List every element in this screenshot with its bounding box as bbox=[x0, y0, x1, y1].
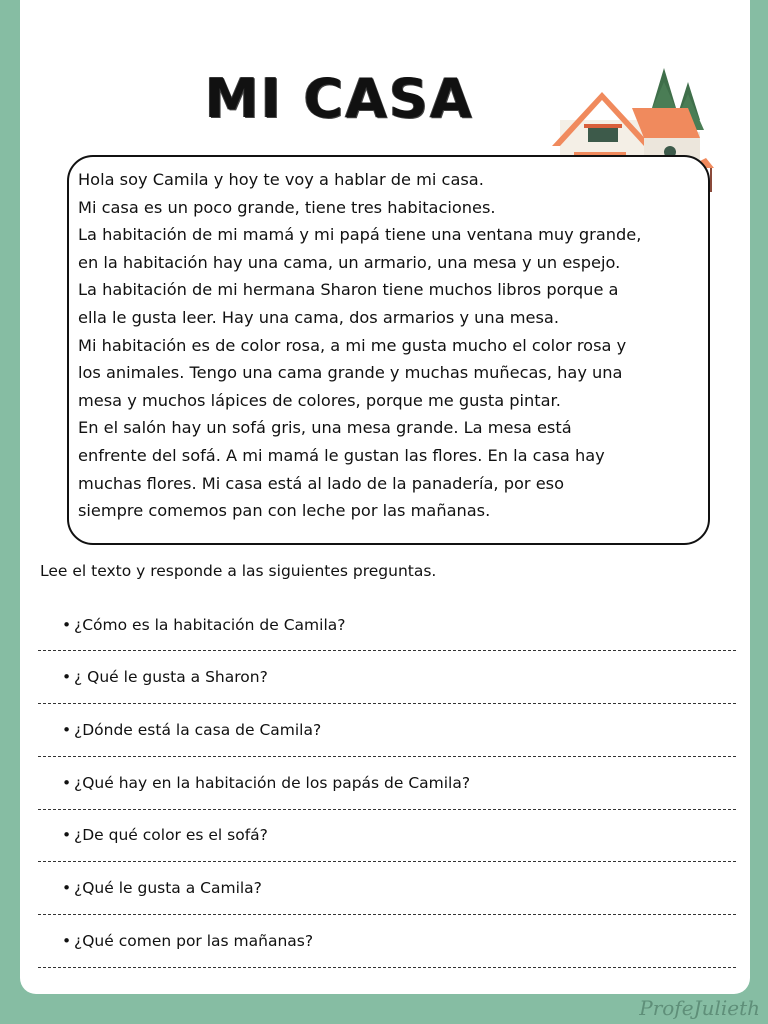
answer-line[interactable] bbox=[38, 914, 736, 915]
story-line: Mi casa es un poco grande, tiene tres habitaciones. bbox=[78, 197, 496, 217]
question-text: ¿Cómo es la habitación de Camila? bbox=[74, 616, 346, 634]
story-line: mesa y muchos lápices de colores, porque me gusta pintar. bbox=[78, 390, 561, 410]
question-item bbox=[62, 879, 262, 897]
bullet-icon: • bbox=[62, 668, 72, 686]
story-line: Mi habitación es de color rosa, a mi me gusta mucho el color rosa y bbox=[78, 335, 627, 355]
answer-line[interactable] bbox=[38, 809, 736, 810]
question-item bbox=[62, 668, 268, 686]
answer-line[interactable] bbox=[38, 861, 736, 862]
question-text: ¿Dónde está la casa de Camila? bbox=[74, 721, 322, 739]
question-item bbox=[62, 932, 313, 950]
question-item bbox=[62, 826, 268, 844]
story-line: La habitación de mi hermana Sharon tiene muchos libros porque a bbox=[78, 280, 619, 300]
author-signature: ProfeJulieth bbox=[639, 996, 760, 1020]
bullet-icon: • bbox=[62, 879, 72, 897]
story-line: En el salón hay un sofá gris, una mesa grande. La mesa está bbox=[78, 418, 572, 438]
story-line: Hola soy Camila y hoy te voy a hablar de mi casa. bbox=[78, 170, 484, 189]
story-line: siempre comemos pan con leche por las mañanas. bbox=[78, 501, 491, 521]
bullet-icon: • bbox=[62, 826, 72, 844]
answer-line[interactable] bbox=[38, 967, 736, 968]
question-text: ¿Qué le gusta a Camila? bbox=[74, 879, 262, 897]
story-line: ella le gusta leer. Hay una cama, dos armarios y una mesa. bbox=[78, 307, 559, 327]
bullet-icon: • bbox=[62, 616, 72, 634]
bullet-icon: • bbox=[62, 721, 72, 739]
story-line: enfrente del sofá. A mi mamá le gustan las flores. En la casa hay bbox=[78, 445, 605, 465]
bullet-icon: • bbox=[62, 932, 72, 950]
story-line: en la habitación hay una cama, un armario, una mesa y un espejo. bbox=[78, 252, 621, 272]
question-text: ¿ Qué le gusta a Sharon? bbox=[74, 668, 268, 686]
bullet-icon: • bbox=[62, 774, 72, 792]
page-title: MI CASA bbox=[205, 67, 474, 130]
question-text: ¿Qué hay en la habitación de los papás de Camila? bbox=[74, 774, 471, 792]
story-line: muchas flores. Mi casa está al lado de la panadería, por eso bbox=[78, 473, 564, 493]
answer-line[interactable] bbox=[38, 756, 736, 757]
instructions-text: Lee el texto y responde a las siguientes preguntas. bbox=[40, 562, 437, 580]
question-item bbox=[62, 721, 321, 739]
question-text: ¿De qué color es el sofá? bbox=[74, 826, 268, 844]
story-line: La habitación de mi mamá y mi papá tiene una ventana muy grande, bbox=[78, 225, 642, 245]
answer-line[interactable] bbox=[38, 650, 736, 651]
answer-line[interactable] bbox=[38, 703, 736, 704]
question-item bbox=[62, 616, 345, 634]
question-item bbox=[62, 774, 470, 792]
question-text: ¿Qué comen por las mañanas? bbox=[74, 932, 314, 950]
story-line: los animales. Tengo una cama grande y muchas muñecas, hay una bbox=[78, 363, 623, 383]
